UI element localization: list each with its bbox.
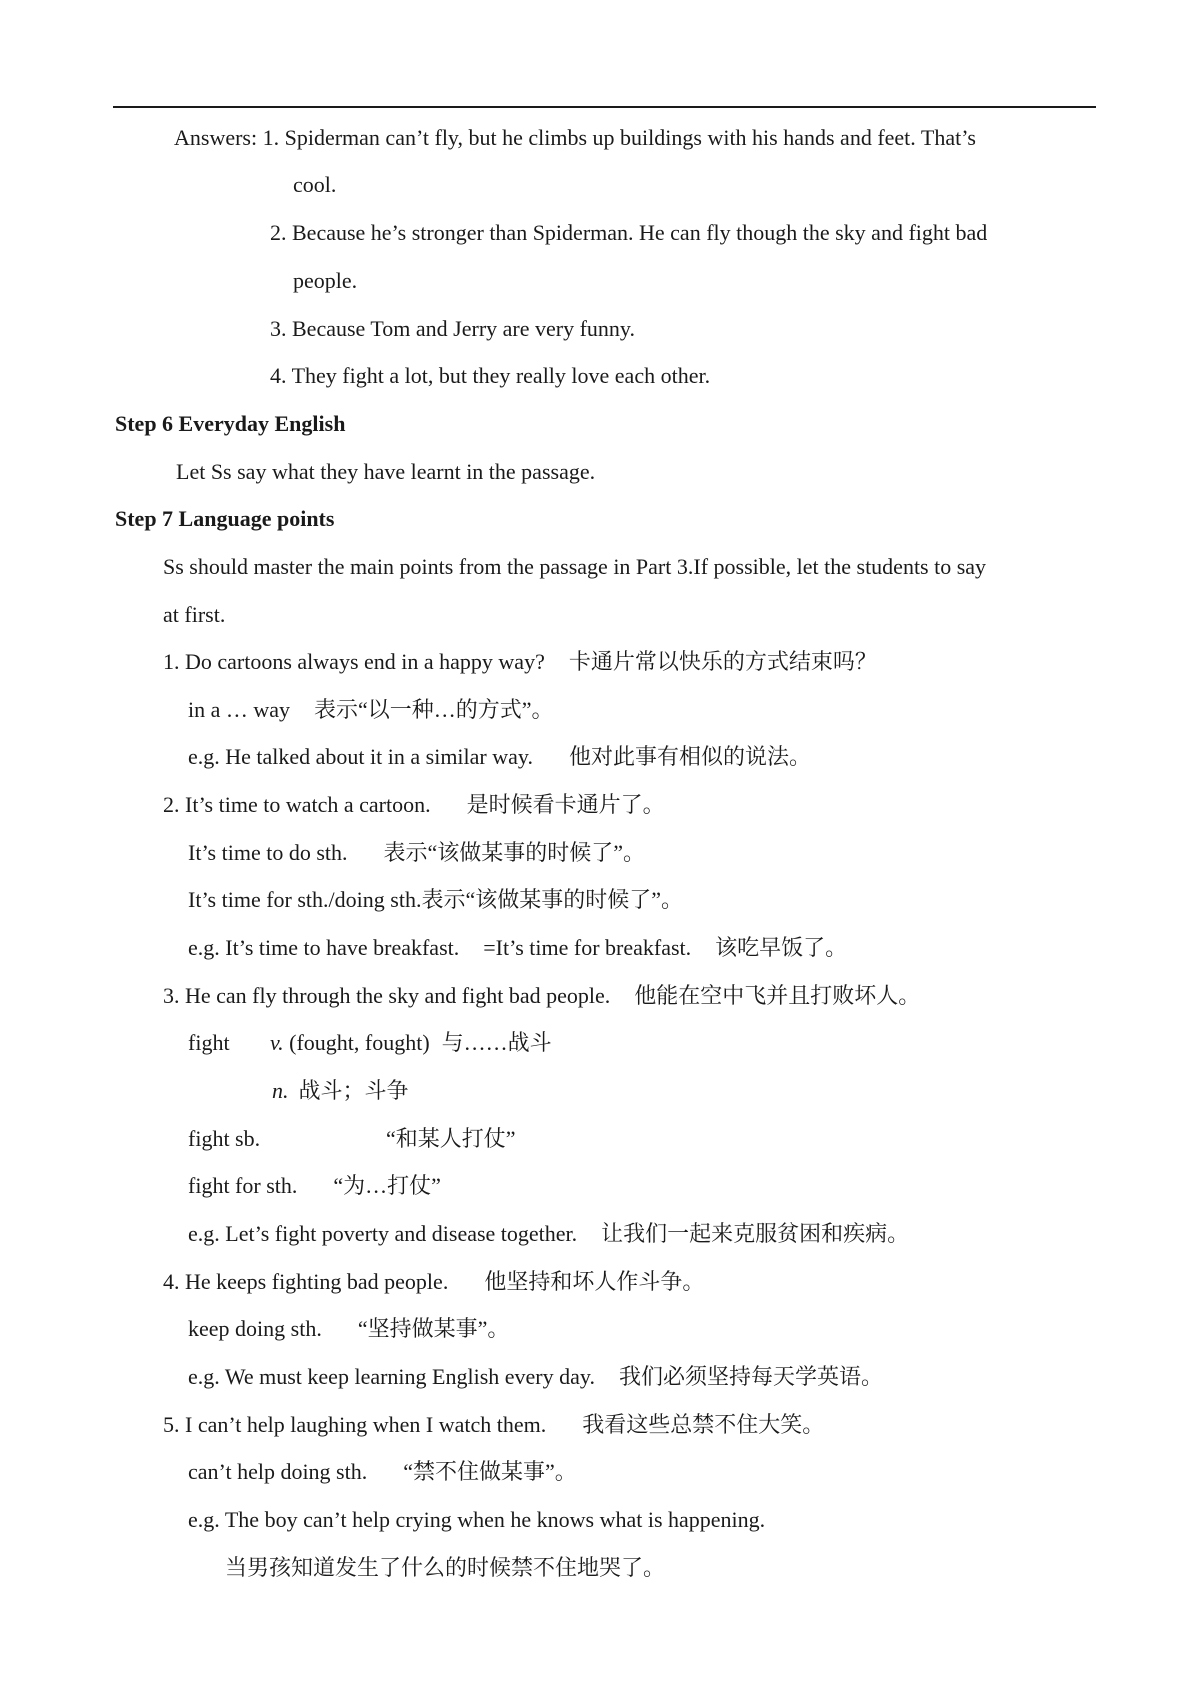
point-5-sentence xyxy=(163,1410,824,1440)
point-2-example-en: e.g. It’s time to have breakfast. xyxy=(188,935,460,960)
point-4-phrase xyxy=(188,1314,509,1344)
point-1-phrase xyxy=(188,695,554,725)
point-3-pos-n: n. xyxy=(272,1078,289,1103)
point-5-en: 5. I can’t help laughing when I watch them. xyxy=(163,1412,547,1437)
answer-1: 1. Spiderman can’t fly, but he climbs up buildings with his hands and feet. That’s xyxy=(262,125,976,150)
point-3-phrase-1-cn: “和某人打仗” xyxy=(386,1126,516,1151)
answers-label: Answers: xyxy=(174,125,258,150)
point-3-phrase-2-en: fight for sth. xyxy=(188,1173,298,1198)
point-3-en: 3. He can fly through the sky and fight bad people. xyxy=(163,983,611,1008)
point-2-phrase-1-en: It’s time to do sth. xyxy=(188,840,348,865)
point-5-example-cn: 当男孩知道发生了什么的时候禁不住地哭了。 xyxy=(225,1555,666,1580)
step6-text: Let Ss say what they have learnt in the passage. xyxy=(176,459,596,484)
point-3-example xyxy=(188,1219,909,1249)
answer-3: 3. Because Tom and Jerry are very funny. xyxy=(270,316,635,341)
step6-heading: Step 6 Everyday English xyxy=(115,411,346,436)
point-1-example-cn: 他对此事有相似的说法。 xyxy=(568,744,811,769)
point-3-phrase-2-cn: “为…打仗” xyxy=(333,1173,441,1198)
point-3-noun xyxy=(272,1076,409,1106)
point-3-phrase-2 xyxy=(188,1171,441,1201)
point-4-en: 4. He keeps fighting bad people. xyxy=(163,1269,449,1294)
point-4-cn: 他坚持和坏人作斗争。 xyxy=(484,1269,705,1294)
point-1-phrase-cn: 表示“以一种…的方式”。 xyxy=(314,697,554,722)
point-4-sentence xyxy=(163,1267,704,1297)
answer-1-cont: cool. xyxy=(293,172,337,197)
point-4-phrase-cn: “坚持做某事”。 xyxy=(357,1316,510,1341)
point-2-example-cn: 该吃早饭了。 xyxy=(715,935,848,960)
point-5-phrase-cn: “禁不住做某事”。 xyxy=(403,1459,577,1484)
point-3-noun-cn: 战斗；斗争 xyxy=(298,1078,409,1103)
point-4-example-en: e.g. We must keep learning English every day. xyxy=(188,1364,595,1389)
point-2-phrase-1-cn: 表示“该做某事的时候了”。 xyxy=(383,840,646,865)
point-3-phrase-1: fight sb. xyxy=(188,1126,261,1151)
point-2-phrase-2: It’s time for sth./doing sth.表示“该做某事的时候了”。 xyxy=(188,887,683,912)
point-3-verb-forms: (fought, fought) xyxy=(289,1030,430,1055)
point-3-pos-v: v. xyxy=(270,1030,284,1055)
point-5-phrase xyxy=(188,1457,577,1487)
header-rule xyxy=(113,106,1096,108)
point-3-example-cn: 让我们一起来克服贫困和疾病。 xyxy=(601,1221,910,1246)
answer-2-cont: people. xyxy=(293,268,358,293)
step7-intro-cont: at first. xyxy=(163,602,226,627)
point-1-phrase-en: in a … way xyxy=(188,697,291,722)
point-2-phrase-1 xyxy=(188,838,645,868)
step7-intro: Ss should master the main points from the passage in Part 3.If possible, let the students to say xyxy=(163,554,987,579)
point-1-example-en: e.g. He talked about it in a similar way. xyxy=(188,744,533,769)
point-2-en: 2. It’s time to watch a cartoon. xyxy=(163,792,431,817)
answers-line-1 xyxy=(174,123,976,153)
point-4-example xyxy=(188,1362,883,1392)
point-4-example-cn: 我们必须坚持每天学英语。 xyxy=(618,1364,883,1389)
point-4-phrase-en: keep doing sth. xyxy=(188,1316,322,1341)
point-3-word: fight xyxy=(188,1030,230,1055)
point-3-verb xyxy=(270,1028,552,1058)
point-3-cn: 他能在空中飞并且打败坏人。 xyxy=(634,983,921,1008)
point-1-en: 1. Do cartoons always end in a happy way? xyxy=(163,649,545,674)
point-2-cn: 是时候看卡通片了。 xyxy=(466,792,665,817)
point-3-example-en: e.g. Let’s fight poverty and disease together. xyxy=(188,1221,578,1246)
point-5-example: e.g. The boy can’t help crying when he knows what is happening. xyxy=(188,1507,766,1532)
answer-2: 2. Because he’s stronger than Spiderman. He can fly though the sky and fight bad xyxy=(270,220,988,245)
point-5-phrase-en: can’t help doing sth. xyxy=(188,1459,368,1484)
point-1-sentence xyxy=(163,647,877,677)
point-1-example xyxy=(188,742,811,772)
answer-4: 4. They fight a lot, but they really love each other. xyxy=(270,363,711,388)
point-3-sentence xyxy=(163,981,920,1011)
point-2-example-alt: =It’s time for breakfast. xyxy=(483,935,692,960)
point-1-cn: 卡通片常以快乐的方式结束吗？ xyxy=(568,649,877,674)
point-3-verb-cn: 与……战斗 xyxy=(441,1030,552,1055)
point-2-example xyxy=(188,933,847,963)
step7-heading: Step 7 Language points xyxy=(115,506,335,531)
point-2-sentence xyxy=(163,790,665,820)
point-5-cn: 我看这些总禁不住大笑。 xyxy=(582,1412,825,1437)
